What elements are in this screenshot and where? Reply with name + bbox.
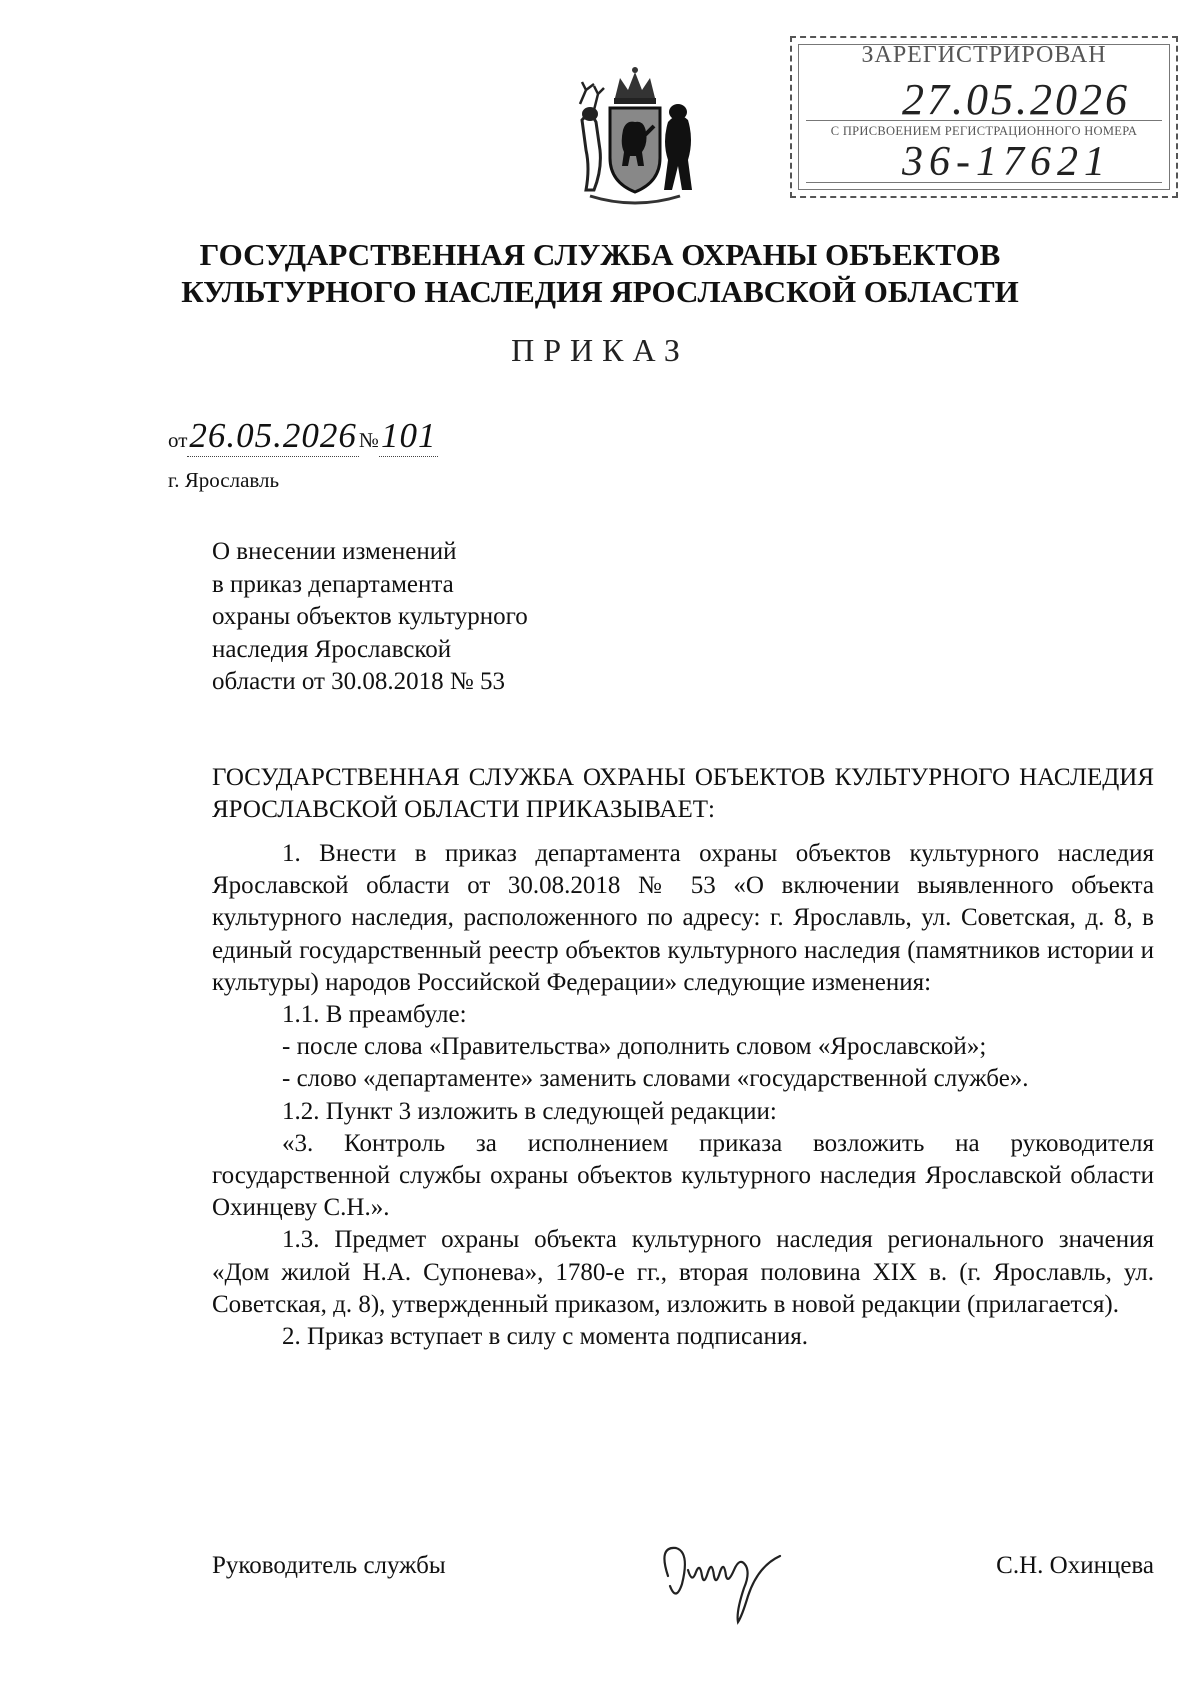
stamp-divider: [806, 120, 1162, 121]
order-subject: [212, 536, 528, 699]
number-prefix: №: [358, 428, 379, 452]
stamp-number: 36-17621: [902, 139, 1111, 185]
stamp-subtitle: С ПРИСВОЕНИЕМ РЕГИСТРАЦИОННОГО НОМЕРА: [830, 124, 1138, 138]
registration-stamp: [790, 36, 1178, 198]
handwritten-signature: [648, 1526, 798, 1626]
paragraph: 2. Приказ вступает в силу с момента подписания.: [282, 1323, 808, 1351]
subject-line: охраны объектов культурного: [212, 603, 528, 630]
paragraph: - после слова «Правительства» дополнить словом «Ярославской»;: [282, 1033, 987, 1061]
order-body: [212, 838, 1154, 1353]
org-title-line2: КУЛЬТУРНОГО НАСЛЕДИЯ ЯРОСЛАВСКОЙ ОБЛАСТИ: [181, 274, 1019, 309]
date-number-line: [168, 416, 438, 457]
paragraph: 1.3. Предмет охраны объекта культурного наследия регионального значения «Дом жилой Н.А. Супонева», 1780-е гг., вторая половина XIX в. (г. Ярославль, ул. Советская, д. 8), утвержденный приказом, изложить в новой редакции (прилагается).: [212, 1226, 1154, 1318]
coat-of-arms-icon: [560, 60, 710, 210]
city: г. Ярославль: [168, 468, 280, 492]
order-date: 26.05.2026: [189, 416, 357, 455]
document-type: ПРИКАЗ: [511, 332, 689, 368]
paragraph: 1.2. Пункт 3 изложить в следующей редакции:: [282, 1097, 777, 1125]
order-number: 101: [380, 416, 437, 455]
subject-line: в приказ департамента: [212, 570, 454, 598]
paragraph: 1. Внести в приказ департамента охраны объектов культурного наследия Ярославской области от 30.08.2018 № 53 «О включении выявленного объекта культурного наследия, расположенного по адресу: г. Ярославль, ул. Советская, д. 8, в единый государственный реестр объектов культурного наследия (памятников истории и культуры) народов Российской Федерации» следующие изменения:: [212, 840, 1154, 996]
signatory-name: С.Н. Охинцева: [996, 1552, 1154, 1579]
organization-title: [150, 236, 1050, 310]
stamp-date: 27.05.2026: [902, 75, 1130, 124]
org-title-line1: ГОСУДАРСТВЕННАЯ СЛУЖБА ОХРАНЫ ОБЪЕКТОВ: [199, 237, 1001, 272]
signatory-role: Руководитель службы: [212, 1552, 446, 1579]
order-heading: ГОСУДАРСТВЕННАЯ СЛУЖБА ОХРАНЫ ОБЪЕКТОВ КУЛЬТУРНОГО НАСЛЕДИЯ ЯРОСЛАВСКОЙ ОБЛАСТИ ПРИКАЗЫВАЕТ:: [212, 764, 1154, 823]
subject-line: О внесении изменений: [212, 538, 457, 565]
paragraph: - слово «департаменте» заменить словами «государственной службе».: [282, 1065, 1029, 1093]
signature-block: [212, 1526, 1154, 1626]
paragraph: 1.1. В преамбуле:: [282, 1001, 467, 1029]
subject-line: наследия Ярославской: [212, 635, 452, 663]
paragraph: «3. Контроль за исполнением приказа возложить на руководителя государственной службы охраны объектов культурного наследия Ярославской области Охинцеву С.Н.».: [212, 1129, 1154, 1222]
subject-line: области от 30.08.2018 № 53: [212, 668, 506, 695]
stamp-title: ЗАРЕГИСТРИРОВАН: [861, 42, 1107, 68]
stamp-divider: [806, 182, 1162, 183]
date-prefix: от: [168, 428, 188, 452]
